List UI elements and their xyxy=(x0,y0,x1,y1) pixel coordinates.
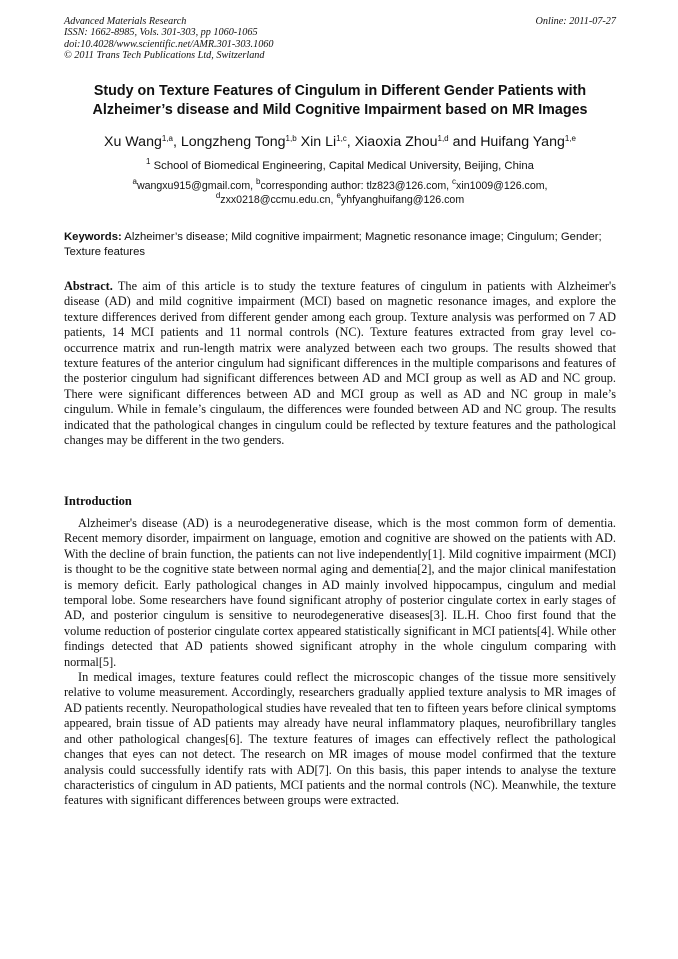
author-name: Longzheng Tong xyxy=(180,134,286,150)
author-affil-sup: 1,b xyxy=(285,134,297,143)
online-date: Online: 2011-07-27 xyxy=(535,16,616,27)
paper-title xyxy=(64,82,616,120)
email-link[interactable]: yhfyanghuifang@126.com xyxy=(340,194,465,206)
title-line: Study on Texture Features of Cingulum in Different Gender Patients with xyxy=(93,83,587,99)
author-affil-sup: 1,a xyxy=(161,134,173,143)
body-paragraph: In medical images, texture features could reflect the microscopic changes of the tissue more sensitively relative to volume measurement. Accordingly, researchers gradually applied texture analysis to MR images of AD patients recently. Neuropathological studies have revealed that ten to fifteen years before clinical symptoms appeared, brain tissue of AD patients may already have neural inflammatory plaques, neurofibrillary tangles and other pathological changes[6]. The texture features of images can effectively reflect the pathological changes that eyes can not detect. The research on MR images of mouse model confirmed that the texture analysis could successfully identify rats with AD[7]. On this basis, this paper intends to analyse the texture characteristics of cingulum in AD patients, MCI patients and the normal controls (NC). Meanwhile, the texture features with significant differences between groups were extracted. xyxy=(64,670,616,808)
author-affil-sup: 1,e xyxy=(564,134,576,143)
abstract-label: Abstract. xyxy=(64,279,113,293)
author-name: Xiaoxia Zhou xyxy=(354,134,438,150)
author-emails xyxy=(64,179,616,207)
author-separator: , xyxy=(172,134,181,150)
author-name: Xu Wang xyxy=(104,134,162,150)
email-sup: c xyxy=(452,177,457,186)
issn-line: ISSN: 1662-8985, Vols. 301-303, pp 1060-1065 xyxy=(64,27,258,39)
email-sup: b xyxy=(256,177,261,186)
email-link[interactable]: zxx0218@ccmu.edu.cn, xyxy=(220,194,337,206)
keywords-block xyxy=(64,230,616,259)
author-list xyxy=(40,133,640,151)
author-name: Huifang Yang xyxy=(480,134,565,150)
affiliation-sup: 1 xyxy=(146,157,151,166)
abstract-paragraph xyxy=(64,279,616,448)
email-link[interactable]: corresponding author: tlz823@126.com, xyxy=(260,180,453,192)
email-link[interactable]: xin1009@126.com, xyxy=(456,180,548,192)
email-sup: d xyxy=(215,191,221,200)
email-line xyxy=(64,193,616,207)
keywords-label: Keywords: xyxy=(64,231,122,243)
author-affil-sup: 1,c xyxy=(336,134,347,143)
abstract-text: The aim of this article is to study the texture features of cingulum in patients with Alzheimer's disease (AD) and mild cognitive impairment (MCI) based on magnetic resonance images, and explore the texture differences derived from different gender among each group. Texture analysis was performed on 7 AD patients, 14 MCI patients and 11 normal controls (NC). Texture features extracted from gray level co-occurrence matrix and run-length matrix were analyzed between each two groups. The results showed that texture features of the anterior cingulum had significant differences in the multiple comparisons and features of the posterior cingulum had significant differences between AD and MCI group as well as AD and NC group. There were significant differences between AD and MCI group as well as AD and NC group in male’s cingulum. While in female’s cingulaum, the differences were founded between AD and NC group. The results indicated that the pathological changes in cingulum could be reflected by texture features and the pathological changes may be different in the two genders. xyxy=(64,279,616,448)
section-heading-introduction: Introduction xyxy=(64,494,132,508)
email-link[interactable]: wangxu915@gmail.com, xyxy=(136,180,257,192)
author-separator: , xyxy=(346,134,355,150)
introduction-body xyxy=(64,516,616,809)
publication-header xyxy=(64,16,616,61)
affiliation-text: School of Biomedical Engineering, Capital Medical University, Beijing, China xyxy=(153,160,534,172)
author-separator: and xyxy=(448,134,481,150)
doi-line: doi:10.4028/www.scientific.net/AMR.301-303.1060 xyxy=(64,38,274,50)
email-sup: e xyxy=(336,191,341,200)
author-affil-sup: 1,d xyxy=(437,134,449,143)
keywords-text: Alzheimer’s disease; Mild cognitive impairment; Magnetic resonance image; Cingulum; Gender; Texture features xyxy=(64,231,602,258)
title-line: Alzheimer’s disease and Mild Cognitive Impairment based on MR Images xyxy=(92,102,588,118)
body-paragraph: Alzheimer's disease (AD) is a neurodegenerative disease, which is the most common form of dementia. Recent memory disorder, impairment on language, emotion and cognitive are showed on the patients with AD. With the decline of brain function, the patients can not live independently[1]. Mild cognitive impairment (MCI) is thought to be the cognitive state between normal aging and dementia[2], and the major clinical manifestation is memory deficit. Early pathological changes in AD mainly involved hippocampus, cingulum and medial temporal lobe. Some researchers have found significant atrophy of posterior cingulate cortex in early stages of AD, and posterior cingulum is sensitive to neurodegenerative diseases[3]. IL.H. Choo first found that the volume reduction of posterior cingulate cortex appeared statistically significant in MCI patients[4]. While other findings detected that AD patients showed significant atrophy in the whole cingulum comparing with normal[5]. xyxy=(64,516,616,669)
journal-name: Advanced Materials Research xyxy=(64,16,187,27)
copyright-line: © 2011 Trans Tech Publications Ltd, Switzerland xyxy=(64,49,265,61)
email-sup: a xyxy=(132,177,137,186)
affiliation xyxy=(64,159,616,173)
author-name: Xin Li xyxy=(300,134,337,150)
